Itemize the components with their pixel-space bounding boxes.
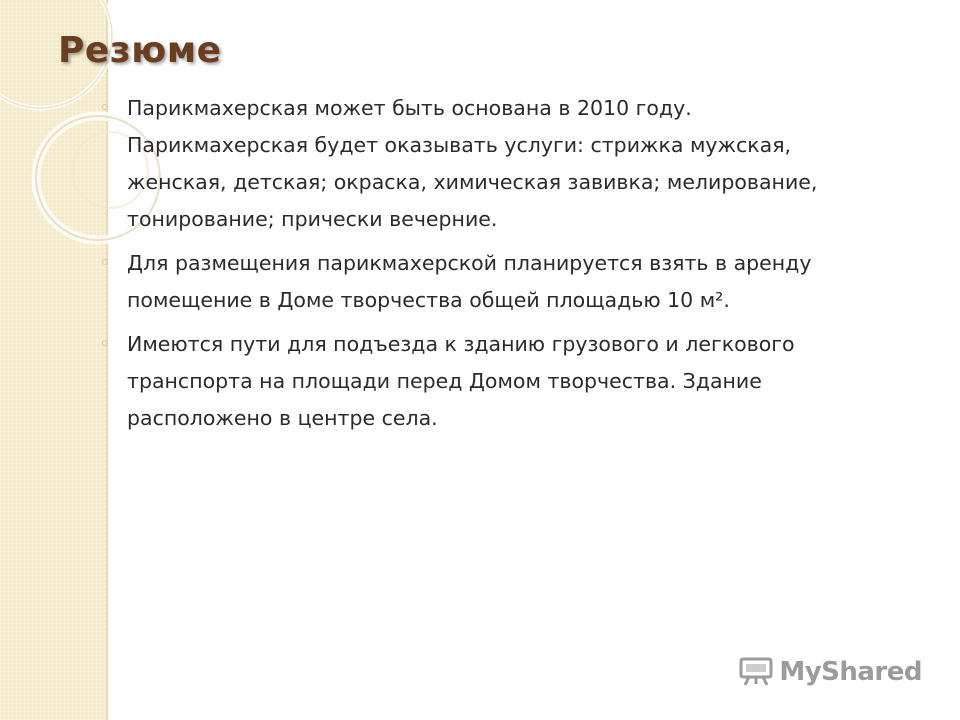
slide-title: Резюме — [58, 30, 222, 71]
bullet-text: Имеются пути для подъезда к зданию грузового и легкового транспорта на площади перед Домом творчества. Здание расположено в центре села. — [127, 332, 795, 430]
bullet-ring-icon — [102, 259, 108, 265]
bullet-ring-icon — [102, 104, 108, 110]
left-decorative-band — [0, 0, 106, 720]
bullet-ring-icon — [102, 340, 108, 346]
list-item — [100, 90, 860, 238]
bullet-text: Парикмахерская может быть основана в 2010 году. Парикмахерская будет оказывать услуги: стрижка мужская, женская, детская; окраска, химическая завивка; мелирование, тонирование; прически вечерние. — [127, 96, 818, 231]
list-item — [100, 326, 860, 437]
bullet-list — [100, 90, 860, 444]
watermark-logo — [739, 657, 922, 687]
presentation-board-icon — [739, 657, 773, 687]
bullet-text: Для размещения парикмахерской планируется взять в аренду помещение в Доме творчества общей площадью 10 м². — [127, 251, 812, 312]
watermark-text: MyShared — [779, 657, 922, 687]
list-item — [100, 245, 860, 319]
